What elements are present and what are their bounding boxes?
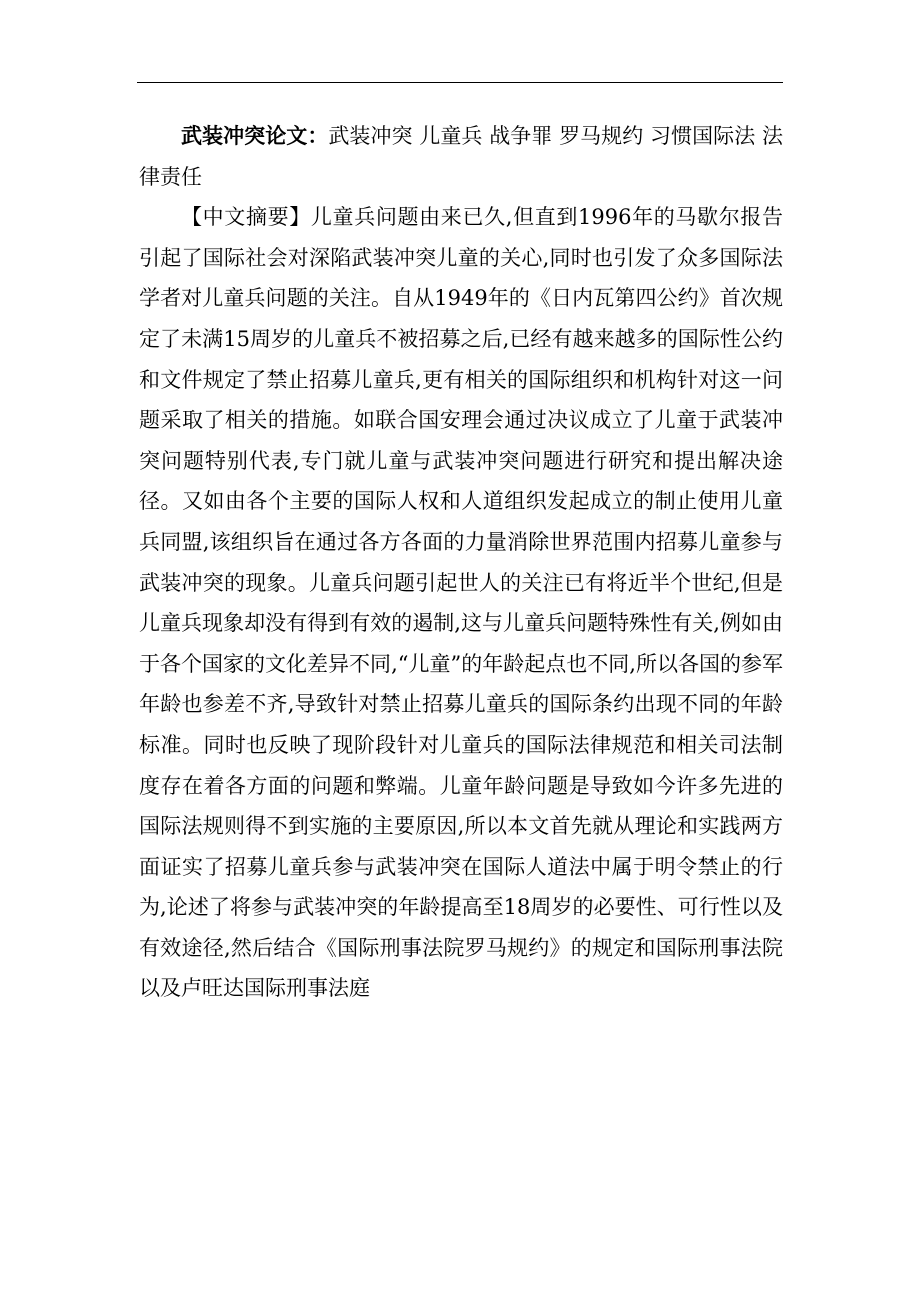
keywords-label: 武装冲突论文： [181,123,329,148]
abstract-paragraph [139,197,783,1009]
document-body [139,116,783,1009]
keywords-paragraph [139,116,783,197]
abstract-body: 儿童兵问题由来已久,但直到1996年的马歇尔报告引起了国际社会对深陷武装冲突儿童的关心,同时也引发了众多国际法学者对儿童兵问题的关注。自从1949年的《日内瓦第四公约》首次规定了未满15周岁的儿童兵不被招募之后,已经有越来越多的国际性公约和文件规定了禁止招募儿童兵,更有相关的国际组织和机构针对这一问题采取了相关的措施。如联合国安理会通过决议成立了儿童于武装冲突问题特别代表,专门就儿童与武装冲突问题进行研究和提出解决途径。又如由各个主要的国际人权和人道组织发起成立的制止使用儿童兵同盟,该组织旨在通过各方各面的力量消除世界范围内招募儿童参与武装冲突的现象。儿童兵问题引起世人的关注已有将近半个世纪,但是儿童兵现象却没有得到有效的遏制,这与儿童兵问题特殊性有关,例如由于各个国家的文化差异不同,“儿童”的年龄起点也不同,所以各国的参军年龄也参差不齐,导致针对禁止招募儿童兵的国际条约出现不同的年龄标准。同时也反映了现阶段针对儿童兵的国际法律规范和相关司法制度存在着各方面的问题和弊端。儿童年龄问题是导致如今许多先进的国际法规则得不到实施的主要原因,所以本文首先就从理论和实践两方面证实了招募儿童兵参与武装冲突在国际人道法中属于明令禁止的行为,论述了将参与武装冲突的年龄提高至18周岁的必要性、可行性以及有效途径,然后结合《国际刑事法院罗马规约》的规定和国际刑事法院以及卢旺达国际刑事法庭 [139,205,784,1001]
abstract-label: 【中文摘要】 [181,205,311,230]
header-rule [137,82,783,83]
keywords-list: 武装冲突 儿童兵 战争罪 罗马规约 习惯国际法 法律责任 [139,124,784,189]
